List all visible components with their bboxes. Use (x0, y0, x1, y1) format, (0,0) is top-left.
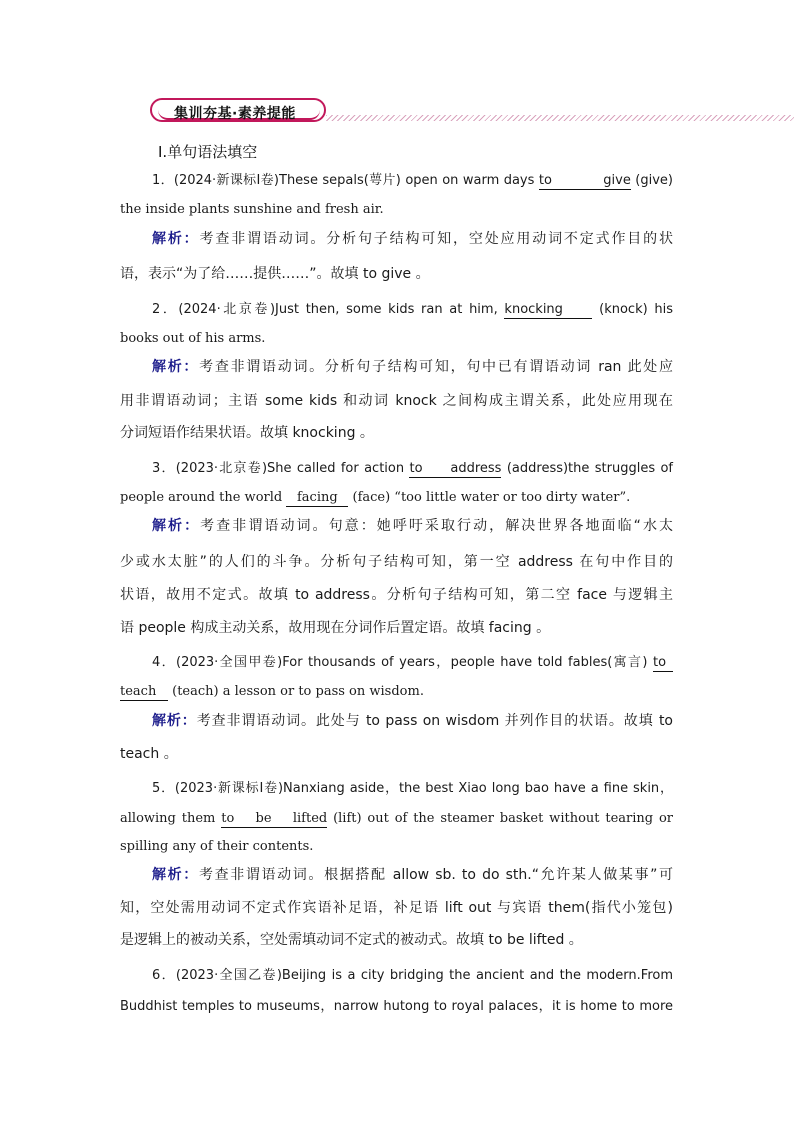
q2-analysis-line3: 分词短语作结果状语。故填 knocking 。 (120, 425, 374, 441)
q2-line1 (152, 301, 673, 319)
q4-analysis-line2: teach 。 (120, 746, 178, 762)
q3-stem: 3．(2023·北京卷)She called for action (152, 461, 405, 476)
q3-answer-blank-1: to address (409, 461, 502, 476)
banner-tab (150, 98, 326, 122)
q4-stem: 4．(2023·全国甲卷)For thousands of years，people have told fables(寓言) (152, 655, 648, 670)
q4-analysis-text: 考查非谓语动词。此处与 to pass on wisdom 并列作目的状语。故填 to (196, 713, 674, 729)
q4-hint: (teach) a lesson or to pass on wisdom. (172, 684, 424, 699)
q5-answer-blank: to be lifted (221, 811, 328, 826)
section-banner (150, 98, 698, 128)
q5-analysis-line3: 是逻辑上的被动关系，空处需填动词不定式的被动式。故填 to be lifted 。 (120, 932, 583, 948)
q1-line2: the inside plants sunshine and fresh air. (120, 202, 384, 217)
q2-analysis-line1 (152, 358, 673, 376)
q1-analysis-label: 解析： (152, 231, 200, 247)
q3-line2-text: people around the world (120, 490, 283, 505)
q4-line1 (152, 654, 673, 672)
q5-analysis-label: 解析： (152, 867, 199, 883)
q1-analysis-text: 考查非谓语动词。分析句子结构可知，空处应用动词不定式作目的状 (199, 231, 673, 247)
q4-line2 (120, 683, 673, 701)
q3-analysis-line3: 状语，故用不定式。故填 to address。分析句子结构可知，第二空 face 与逻辑主 (120, 587, 673, 603)
q1-line1 (152, 172, 673, 190)
q4-analysis-line1 (152, 712, 673, 730)
q3-line1 (152, 460, 673, 478)
q3-answer-blank-2: facing (286, 490, 348, 507)
q2-analysis-text: 考查非谓语动词。分析句子结构可知，句中已有谓语动词 ran 此处应 (199, 359, 674, 375)
banner-stripe (326, 115, 794, 121)
q3-line2 (120, 489, 673, 507)
q3-analysis-label: 解析： (152, 518, 201, 534)
q4-answer-blank-a: to (653, 655, 673, 672)
q5-line2-text: allowing them (120, 811, 216, 826)
q5-line2 (120, 810, 673, 828)
q6-line1: 6．(2023·全国乙卷)Beijing is a city bridging the ancient and the modern.From (152, 968, 673, 983)
q2-analysis-line2: 用非谓语动词；主语 some kids 和动词 knock 之间构成主谓关系，此处应用现在 (120, 393, 673, 409)
q1-hint: (give) (635, 173, 673, 188)
q3-analysis-line4: 语 people 构成主动关系，故用现在分词作后置定语。故填 facing 。 (120, 620, 551, 636)
q5-analysis-line1 (152, 866, 673, 884)
q2-line2: books out of his arms. (120, 331, 266, 346)
banner-title: 集训夯基·素养提能 (174, 106, 296, 122)
q2-stem: 2．(2024·北京卷)Just then, some kids ran at him, (152, 302, 498, 317)
q2-analysis-label: 解析： (152, 359, 200, 375)
q1-stem: 1．(2024·新课标Ⅰ卷)These sepals(萼片) open on warm days (152, 173, 535, 188)
q3-hint-2: (face) “too little water or too dirty water”. (352, 490, 631, 505)
q4-answer-blank-b: teach (120, 684, 168, 701)
section-title: Ⅰ.单句语法填空 (158, 143, 258, 161)
q5-line3: spilling any of their contents. (120, 839, 314, 854)
q1-analysis-line1 (152, 230, 673, 248)
q4-analysis-label: 解析： (152, 713, 197, 729)
q1-answer-blank: to give (538, 173, 631, 188)
q5-analysis-line2: 知，空处需用动词不定式作宾语补足语，补足语 lift out 与宾语 them(指代小笼包) (120, 900, 673, 916)
q2-hint: (knock) his (599, 302, 673, 317)
q3-analysis-text: 考查非谓语动词。句意：她呼吁采取行动，解决世界各地面临“水太 (200, 518, 673, 534)
q6-line2: Buddhist temples to museums，narrow hutong to royal palaces，it is home to more (120, 999, 673, 1014)
q1-analysis-line2: 语，表示“为了给……提供……”。故填 to give 。 (120, 266, 430, 282)
q3-analysis-line2: 少或水太脏”的人们的斗争。分析句子结构可知，第一空 address 在句中作目的 (120, 554, 673, 570)
q5-analysis-text: 考查非谓语动词。根据搭配 allow sb. to do sth.“允许某人做某事”可 (198, 867, 674, 883)
q5-line1: 5．(2023·新课标Ⅰ卷)Nanxiang aside，the best Xiao long bao have a fine skin， (152, 781, 673, 796)
q5-hint: (lift) out of the steamer basket without tearing or (333, 811, 673, 826)
q3-hint-1: (address)the struggles of (506, 461, 673, 476)
q3-analysis-line1 (152, 517, 673, 535)
q2-answer-blank: knocking (504, 302, 592, 319)
